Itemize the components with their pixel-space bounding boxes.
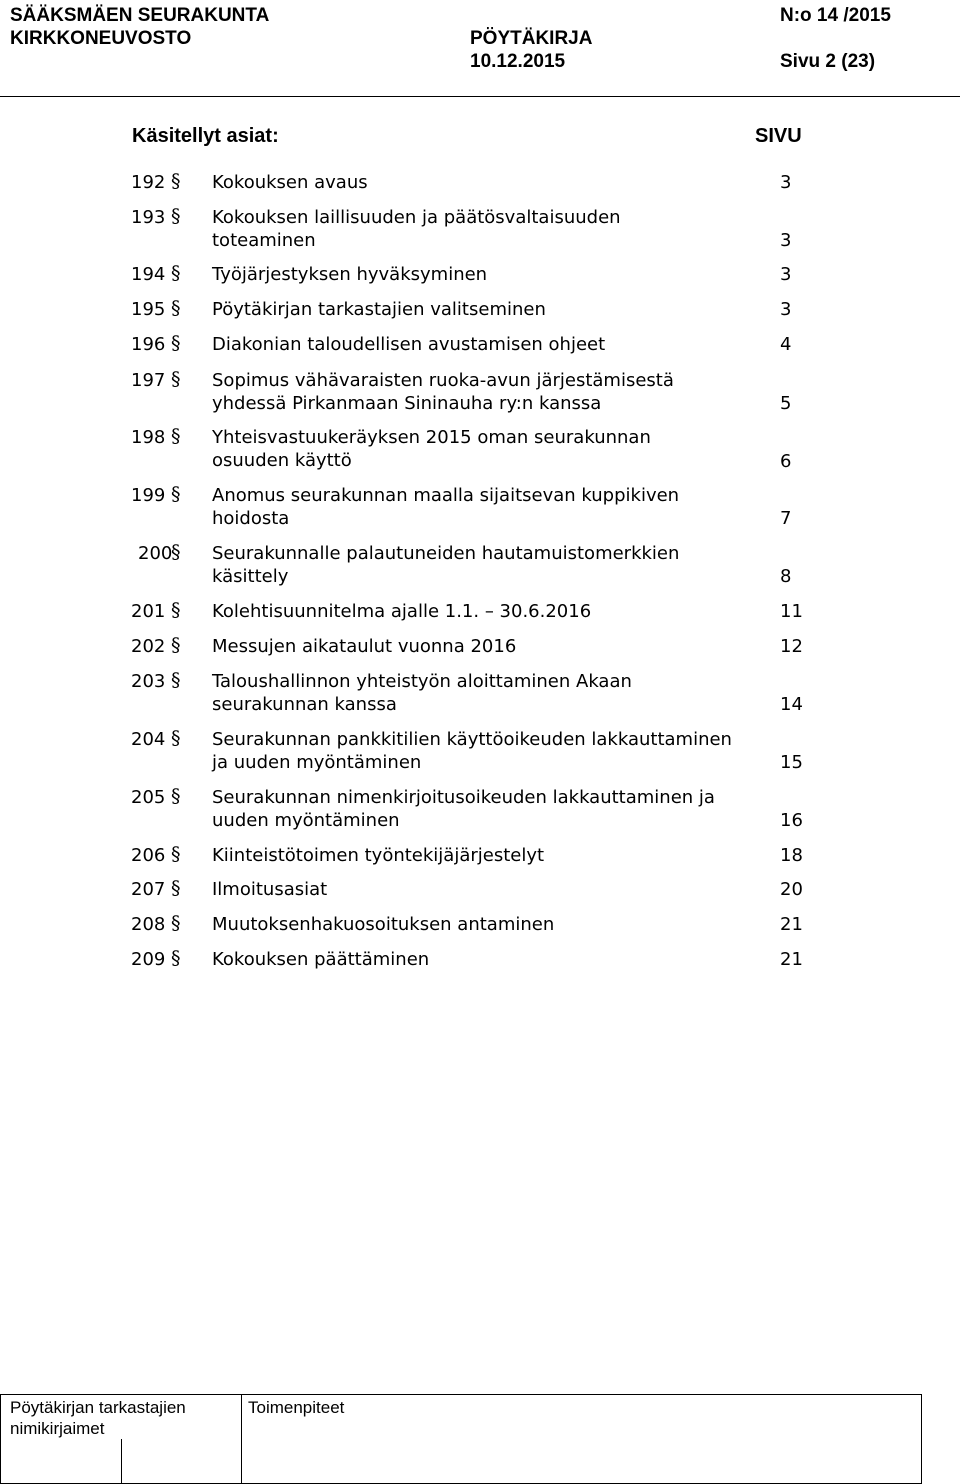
item-title-line: Kokouksen avaus bbox=[212, 172, 368, 193]
section-number: 209 bbox=[131, 949, 166, 970]
page-number: 15 bbox=[780, 752, 803, 773]
section-symbol: § bbox=[171, 262, 181, 284]
page-number: 3 bbox=[780, 264, 792, 285]
page-number: 4 bbox=[780, 334, 792, 355]
section-symbol: § bbox=[171, 785, 181, 807]
footer-box bbox=[0, 1394, 922, 1484]
section-number: 197 bbox=[131, 370, 166, 391]
section-number: 196 bbox=[131, 334, 166, 355]
item-title-line: Yhteisvastuukeräyksen 2015 oman seurakunnan bbox=[212, 427, 651, 448]
page-number: 5 bbox=[780, 393, 792, 414]
initials-label-line2: nimikirjaimet bbox=[10, 1419, 105, 1438]
item-title bbox=[212, 948, 772, 971]
item-title bbox=[212, 844, 772, 867]
item-title-line: toteaminen bbox=[212, 230, 316, 251]
section-symbol: § bbox=[171, 843, 181, 865]
header-divider bbox=[0, 96, 960, 97]
item-title-line: Seurakunnan nimenkirjoitusoikeuden lakkauttaminen ja bbox=[212, 787, 715, 808]
item-title-line: Pöytäkirjan tarkastajien valitseminen bbox=[212, 299, 546, 320]
section-symbol: § bbox=[171, 205, 181, 227]
item-title-line: Ilmoitusasiat bbox=[212, 879, 328, 900]
item-title-line: Taloushallinnon yhteistyön aloittaminen Akaan bbox=[212, 671, 632, 692]
section-number: 193 bbox=[131, 207, 166, 228]
item-title bbox=[212, 484, 772, 530]
item-title-line: Kiinteistötoimen työntekijäjärjestelyt bbox=[212, 845, 545, 866]
item-title-line: yhdessä Pirkanmaan Sininauha ry:n kanssa bbox=[212, 393, 602, 414]
item-title-line: Kokouksen laillisuuden ja päätösvaltaisuuden bbox=[212, 207, 621, 228]
page-column-heading: SIVU bbox=[755, 125, 802, 147]
section-number: 202 bbox=[131, 636, 166, 657]
item-title-line: Kokouksen päättäminen bbox=[212, 949, 430, 970]
toc-heading: Käsitellyt asiat: bbox=[132, 125, 279, 147]
section-number: 205 bbox=[131, 787, 166, 808]
item-title bbox=[212, 426, 772, 472]
section-symbol: § bbox=[171, 634, 181, 656]
section-symbol: § bbox=[171, 541, 181, 563]
item-title-line: seurakunnan kanssa bbox=[212, 694, 397, 715]
section-symbol: § bbox=[171, 425, 181, 447]
item-title bbox=[212, 369, 772, 415]
section-symbol: § bbox=[171, 599, 181, 621]
section-symbol: § bbox=[171, 947, 181, 969]
page-number: 18 bbox=[780, 845, 803, 866]
page-number: 12 bbox=[780, 636, 803, 657]
item-title bbox=[212, 786, 772, 832]
section-symbol: § bbox=[171, 727, 181, 749]
item-title bbox=[212, 878, 772, 901]
section-symbol: § bbox=[171, 170, 181, 192]
page-number: 20 bbox=[780, 879, 803, 900]
initials-cell bbox=[1, 1395, 242, 1483]
item-title bbox=[212, 542, 772, 588]
section-number: 204 bbox=[131, 729, 166, 750]
page-number: 6 bbox=[780, 451, 792, 472]
section-number: 198 bbox=[131, 427, 166, 448]
section-symbol: § bbox=[171, 877, 181, 899]
actions-label: Toimenpiteet bbox=[248, 1398, 345, 1417]
item-title-line: Kolehtisuunnitelma ajalle 1.1. – 30.6.2016 bbox=[212, 601, 592, 622]
item-title bbox=[212, 333, 772, 356]
item-title-line: ja uuden myöntäminen bbox=[212, 752, 422, 773]
section-symbol: § bbox=[171, 297, 181, 319]
section-number: 203 bbox=[131, 671, 166, 692]
item-title-line: Muutoksenhakuosoituksen antaminen bbox=[212, 914, 555, 935]
section-number: 199 bbox=[131, 485, 166, 506]
item-title-line: Seurakunnan pankkitilien käyttöoikeuden lakkauttaminen bbox=[212, 729, 732, 750]
initials-cell-divider bbox=[121, 1439, 122, 1483]
item-title bbox=[212, 171, 772, 194]
page-indicator: Sivu 2 (23) bbox=[780, 51, 876, 72]
section-number: 207 bbox=[131, 879, 166, 900]
item-title bbox=[212, 206, 772, 252]
page-number: 8 bbox=[780, 566, 792, 587]
page-number: 21 bbox=[780, 914, 803, 935]
item-title bbox=[212, 600, 772, 623]
page-number: 3 bbox=[780, 230, 792, 251]
item-title bbox=[212, 728, 772, 774]
item-title-line: hoidosta bbox=[212, 508, 290, 529]
minutes-number: N:o 14 /2015 bbox=[780, 5, 891, 26]
section-number: 195 bbox=[131, 299, 166, 320]
item-title bbox=[212, 635, 772, 658]
item-title-line: Sopimus vähävaraisten ruoka-avun järjestämisestä bbox=[212, 370, 674, 391]
section-symbol: § bbox=[171, 912, 181, 934]
item-title-line: Anomus seurakunnan maalla sijaitsevan kuppikiven bbox=[212, 485, 680, 506]
item-title-line: Työjärjestyksen hyväksyminen bbox=[212, 264, 488, 285]
item-title bbox=[212, 913, 772, 936]
section-number: 192 bbox=[131, 172, 166, 193]
section-symbol: § bbox=[171, 368, 181, 390]
item-title-line: käsittely bbox=[212, 566, 289, 587]
page-number: 3 bbox=[780, 172, 792, 193]
section-number: 194 bbox=[131, 264, 166, 285]
section-symbol: § bbox=[171, 483, 181, 505]
section-number: 201 bbox=[131, 601, 166, 622]
section-number: 208 bbox=[131, 914, 166, 935]
item-title-line: osuuden käyttö bbox=[212, 450, 352, 471]
page-number: 21 bbox=[780, 949, 803, 970]
item-title bbox=[212, 263, 772, 286]
meeting-date: 10.12.2015 bbox=[470, 51, 566, 72]
item-title bbox=[212, 670, 772, 716]
item-title-line: uuden myöntäminen bbox=[212, 810, 400, 831]
document-type: PÖYTÄKIRJA bbox=[470, 28, 593, 49]
org-name: SÄÄKSMÄEN SEURAKUNTA bbox=[10, 5, 270, 26]
council-name: KIRKKONEUVOSTO bbox=[10, 28, 192, 49]
initials-label-line1: Pöytäkirjan tarkastajien bbox=[10, 1398, 186, 1417]
section-number: 200 bbox=[138, 543, 173, 564]
item-title-line: Messujen aikataulut vuonna 2016 bbox=[212, 636, 517, 657]
item-title bbox=[212, 298, 772, 321]
section-symbol: § bbox=[171, 332, 181, 354]
item-title-line: Diakonian taloudellisen avustamisen ohjeet bbox=[212, 334, 606, 355]
page-number: 7 bbox=[780, 508, 792, 529]
item-title-line: Seurakunnalle palautuneiden hautamuistomerkkien bbox=[212, 543, 680, 564]
section-symbol: § bbox=[171, 669, 181, 691]
page-number: 14 bbox=[780, 694, 803, 715]
section-number: 206 bbox=[131, 845, 166, 866]
page-number: 11 bbox=[780, 601, 803, 622]
page-number: 3 bbox=[780, 299, 792, 320]
page-number: 16 bbox=[780, 810, 803, 831]
